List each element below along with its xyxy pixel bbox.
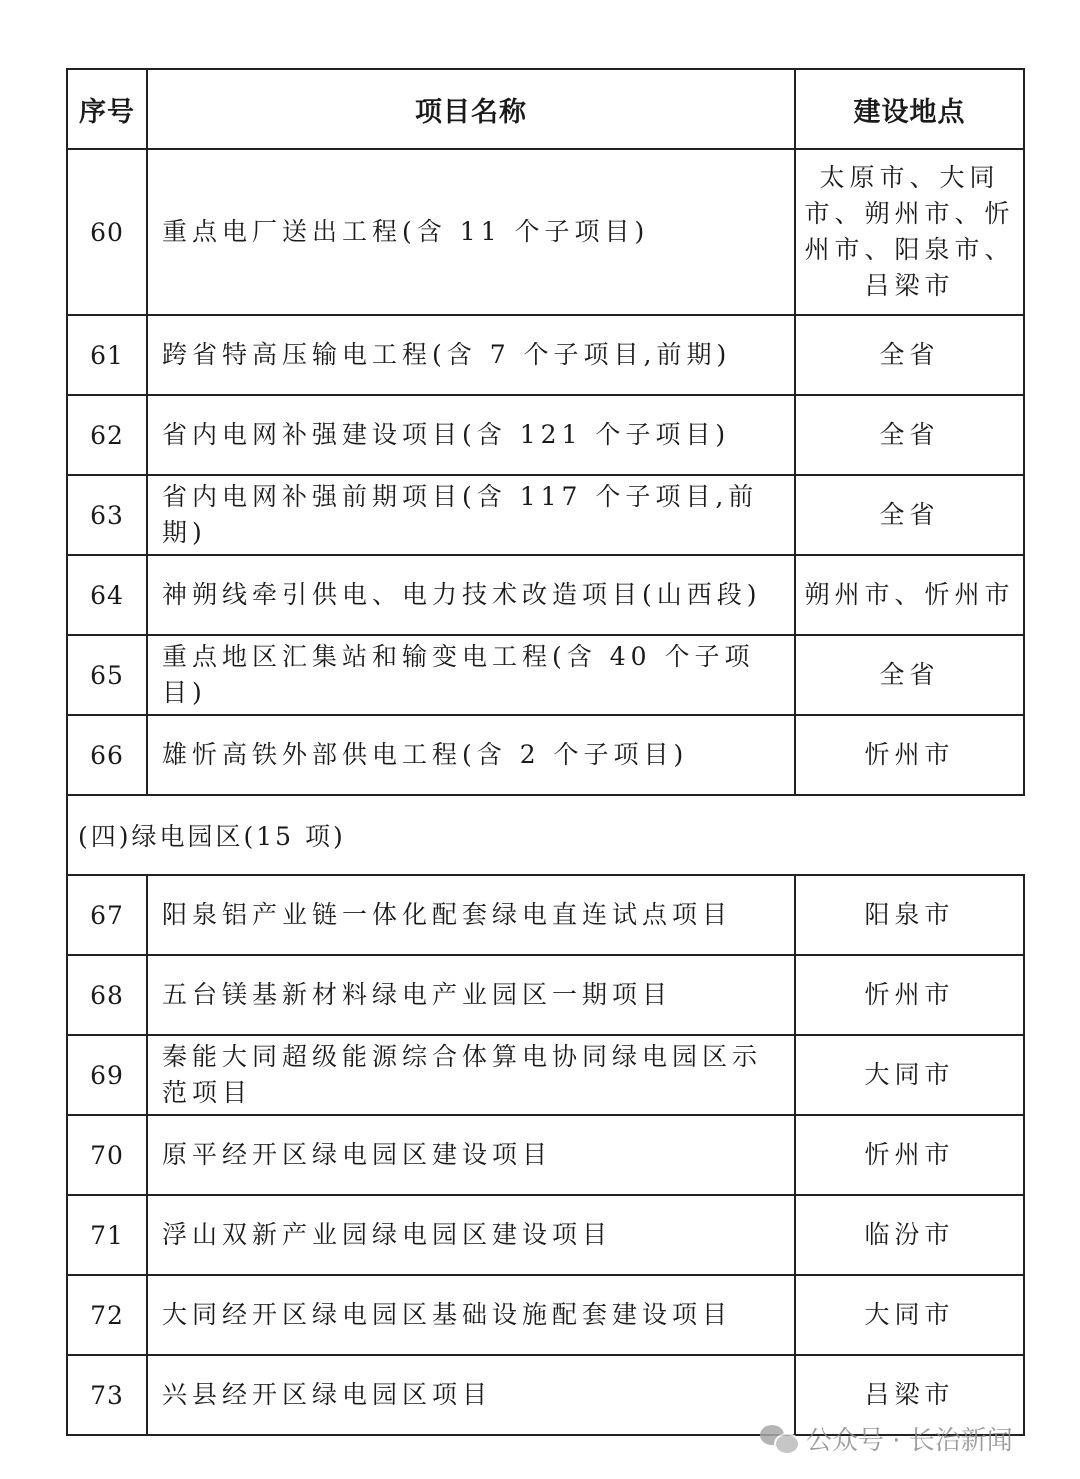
header-name: 项目名称 (147, 69, 795, 149)
section-title: (四)绿电园区(15 项) (67, 795, 1024, 875)
row-name: 五台镁基新材料绿电产业园区一期项目 (147, 955, 795, 1035)
row-name: 雄忻高铁外部供电工程(含 2 个子项目) (147, 715, 795, 795)
row-no: 60 (67, 149, 147, 315)
row-name: 浮山双新产业园绿电园区建设项目 (147, 1195, 795, 1275)
row-name: 省内电网补强建设项目(含 121 个子项目) (147, 395, 795, 475)
row-location: 全省 (795, 635, 1024, 715)
watermark-text: 公众号 · 长治新闻 (806, 1425, 1013, 1456)
table-row (67, 475, 1024, 555)
row-location: 吕梁市 (795, 1355, 1024, 1435)
row-location: 朔州市、忻州市 (795, 555, 1024, 635)
row-name: 重点地区汇集站和输变电工程(含 40 个子项目) (147, 635, 795, 715)
wechat-icon (760, 1423, 798, 1453)
table-header-row (67, 69, 1024, 149)
row-no: 67 (67, 875, 147, 955)
table-row (67, 715, 1024, 795)
project-table (66, 68, 1025, 1436)
table-row (67, 1195, 1024, 1275)
row-name: 原平经开区绿电园区建设项目 (147, 1115, 795, 1195)
row-no: 62 (67, 395, 147, 475)
row-location: 临汾市 (795, 1195, 1024, 1275)
row-name: 省内电网补强前期项目(含 117 个子项目,前期) (147, 475, 795, 555)
row-location: 忻州市 (795, 715, 1024, 795)
table-row (67, 1035, 1024, 1115)
row-name: 跨省特高压输电工程(含 7 个子项目,前期) (147, 315, 795, 395)
row-name: 秦能大同超级能源综合体算电协同绿电园区示范项目 (147, 1035, 795, 1115)
row-location: 全省 (795, 395, 1024, 475)
row-no: 71 (67, 1195, 147, 1275)
row-name: 阳泉铝产业链一体化配套绿电直连试点项目 (147, 875, 795, 955)
row-location: 忻州市 (795, 955, 1024, 1035)
section-header-row (67, 795, 1024, 875)
table-row (67, 149, 1024, 315)
row-no: 61 (67, 315, 147, 395)
row-no: 65 (67, 635, 147, 715)
row-location: 全省 (795, 475, 1024, 555)
row-location: 阳泉市 (795, 875, 1024, 955)
row-name: 大同经开区绿电园区基础设施配套建设项目 (147, 1275, 795, 1355)
row-no: 68 (67, 955, 147, 1035)
table-row (67, 635, 1024, 715)
table-row (67, 1275, 1024, 1355)
row-no: 69 (67, 1035, 147, 1115)
row-location: 大同市 (795, 1275, 1024, 1355)
row-no: 70 (67, 1115, 147, 1195)
row-name: 重点电厂送出工程(含 11 个子项目) (147, 149, 795, 315)
row-location: 全省 (795, 315, 1024, 395)
table-row (67, 955, 1024, 1035)
row-no: 66 (67, 715, 147, 795)
header-location: 建设地点 (795, 69, 1024, 149)
row-location: 太原市、大同市、朔州市、忻州市、阳泉市、吕梁市 (795, 149, 1024, 315)
table-row (67, 555, 1024, 635)
row-name: 兴县经开区绿电园区项目 (147, 1355, 795, 1435)
row-no: 64 (67, 555, 147, 635)
row-name: 神朔线牵引供电、电力技术改造项目(山西段) (147, 555, 795, 635)
table-row (67, 395, 1024, 475)
row-no: 63 (67, 475, 147, 555)
row-location: 大同市 (795, 1035, 1024, 1115)
row-no: 73 (67, 1355, 147, 1435)
table-row (67, 315, 1024, 395)
row-location: 忻州市 (795, 1115, 1024, 1195)
row-no: 72 (67, 1275, 147, 1355)
table-row (67, 875, 1024, 955)
table-row (67, 1115, 1024, 1195)
watermark (760, 1420, 1013, 1456)
header-no: 序号 (67, 69, 147, 149)
